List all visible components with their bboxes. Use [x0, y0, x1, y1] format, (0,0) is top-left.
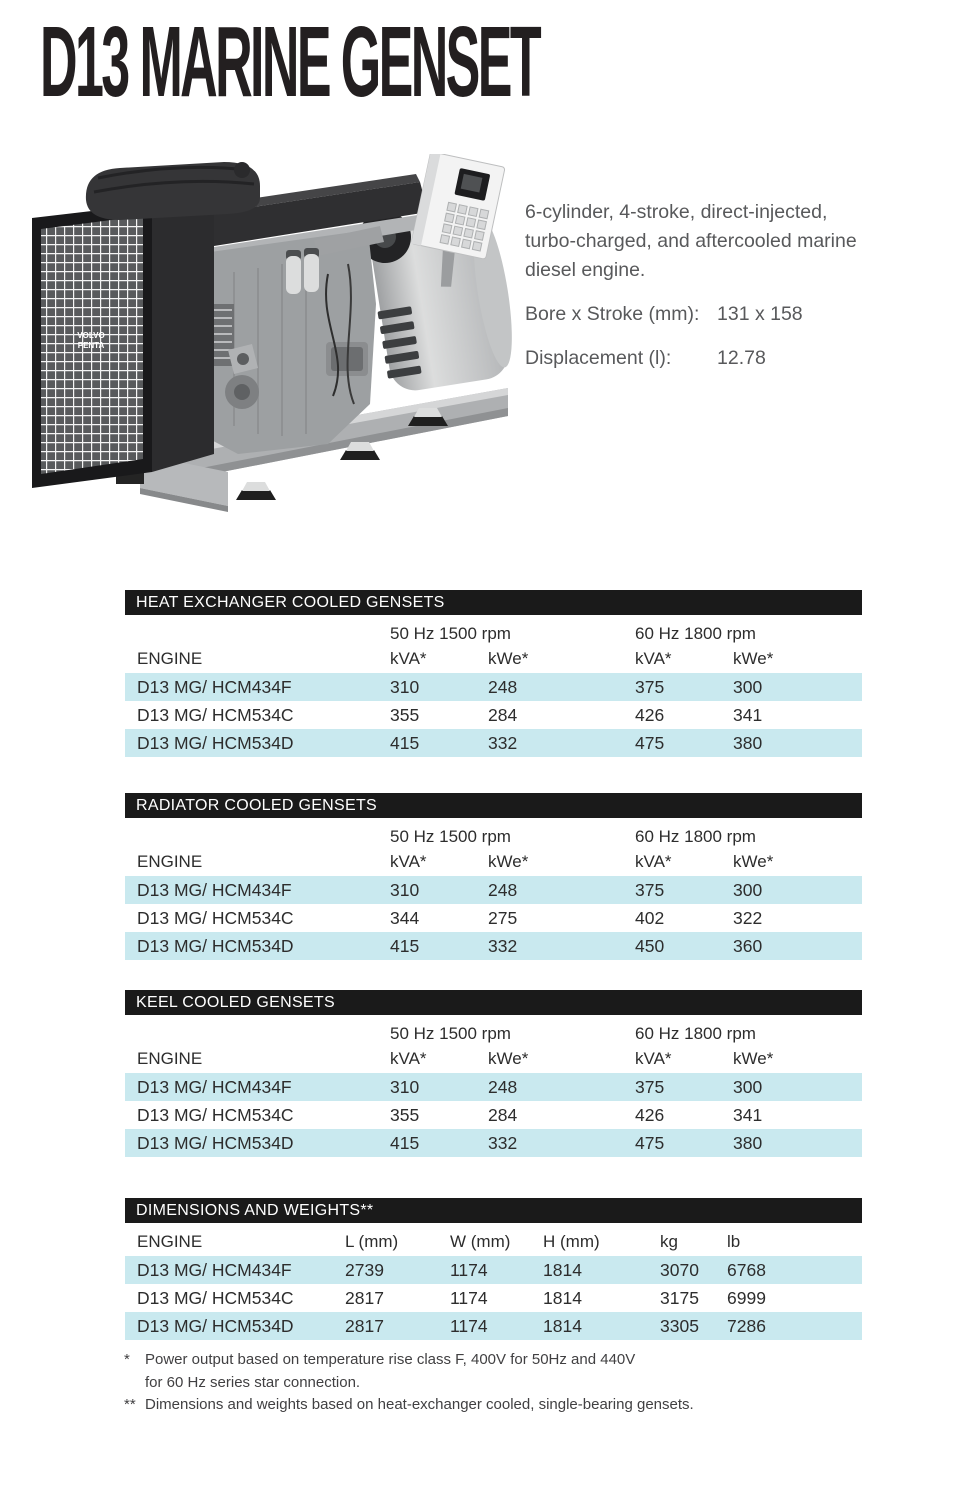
- cell-value: 248: [488, 1076, 518, 1097]
- table-column-header: [125, 1225, 862, 1256]
- cell-value: 355: [390, 704, 420, 725]
- table-row: [125, 876, 862, 904]
- cell-value: 6768: [727, 1259, 766, 1280]
- cell-value: 380: [733, 1132, 763, 1153]
- cell-value: 1814: [543, 1287, 582, 1308]
- table-row: [125, 1256, 862, 1284]
- cell-value: 344: [390, 907, 420, 928]
- col-kva-50: kVA*: [390, 649, 427, 668]
- footnotes: [124, 1349, 864, 1417]
- cell-value: 3175: [660, 1287, 699, 1308]
- cell-engine: D13 MG/ HCM434F: [137, 1259, 292, 1280]
- col-engine: ENGINE: [137, 852, 203, 871]
- table-row: [125, 1284, 862, 1312]
- table-row: [125, 904, 862, 932]
- col-kwe-50: kWe*: [488, 1049, 529, 1068]
- footnote-marker: [124, 1372, 145, 1395]
- col-kwe-60: kWe*: [733, 852, 774, 871]
- table-radiator-cooled: [125, 793, 862, 960]
- cell-value: 300: [733, 879, 763, 900]
- table-group-header: [125, 622, 862, 644]
- group-60hz: 60 Hz 1800 rpm: [635, 624, 756, 643]
- footnote-text: Dimensions and weights based on heat-exchanger cooled, single-bearing gensets.: [145, 1396, 694, 1413]
- table-body: [125, 1256, 862, 1340]
- spec-row: [525, 300, 905, 329]
- footnote-line: [124, 1349, 864, 1372]
- col-width: W (mm): [450, 1232, 511, 1251]
- group-60hz: 60 Hz 1800 rpm: [635, 827, 756, 846]
- col-kva-60: kVA*: [635, 1049, 672, 1068]
- col-kg: kg: [660, 1232, 678, 1251]
- cell-value: 1174: [450, 1259, 488, 1280]
- description-paragraph: 6-cylinder, 4-stroke, direct-injected, turbo-charged, and aftercooled marine diesel engine.: [525, 201, 857, 281]
- air-cleaner: [86, 162, 260, 220]
- group-50hz: 50 Hz 1500 rpm: [390, 1024, 511, 1043]
- cell-value: 3070: [660, 1259, 699, 1280]
- cell-value: 355: [390, 1104, 420, 1125]
- spec-value: 131 x 158: [717, 303, 803, 325]
- footnote-marker: *: [124, 1351, 130, 1368]
- col-kwe-50: kWe*: [488, 649, 529, 668]
- cell-value: 2739: [345, 1259, 384, 1280]
- table-column-header: [125, 644, 862, 673]
- cell-value: 475: [635, 732, 665, 753]
- table-row: [125, 1101, 862, 1129]
- table-body: [125, 1073, 862, 1157]
- table-title-bar: DIMENSIONS AND WEIGHTS**: [125, 1198, 862, 1223]
- col-height: H (mm): [543, 1232, 600, 1251]
- spec-list: [525, 300, 905, 373]
- cell-value: 426: [635, 1104, 665, 1125]
- col-kwe-60: kWe*: [733, 649, 774, 668]
- table-body: [125, 876, 862, 960]
- col-kwe-60: kWe*: [733, 1049, 774, 1068]
- table-keel-cooled: [125, 990, 862, 1157]
- cell-value: 426: [635, 704, 665, 725]
- cell-value: 341: [733, 704, 763, 725]
- cell-value: 248: [488, 879, 518, 900]
- cell-value: 375: [635, 676, 665, 697]
- col-engine: ENGINE: [137, 649, 203, 668]
- cell-engine: D13 MG/ HCM534D: [137, 935, 294, 956]
- footnote-text: Power output based on temperature rise class F, 400V for 50Hz and 440V: [145, 1351, 636, 1368]
- spec-label: Bore x Stroke (mm):: [525, 303, 700, 325]
- cell-engine: D13 MG/ HCM534C: [137, 1287, 294, 1308]
- footnote-line: [124, 1394, 864, 1417]
- volvo-penta-label: VOLVO: [77, 331, 105, 340]
- cell-value: 6999: [727, 1287, 766, 1308]
- cell-value: 332: [488, 732, 518, 753]
- table-column-header: [125, 847, 862, 876]
- col-engine: ENGINE: [137, 1232, 203, 1251]
- footnote-line: [124, 1372, 864, 1395]
- col-lb: lb: [727, 1232, 741, 1251]
- cell-engine: D13 MG/ HCM534D: [137, 732, 294, 753]
- cell-value: 7286: [727, 1315, 766, 1336]
- cell-engine: D13 MG/ HCM534C: [137, 704, 294, 725]
- col-engine: ENGINE: [137, 1049, 203, 1068]
- cell-value: 360: [733, 935, 763, 956]
- cell-value: 300: [733, 676, 763, 697]
- cell-value: 332: [488, 1132, 518, 1153]
- cell-value: 450: [635, 935, 665, 956]
- cell-value: 380: [733, 732, 763, 753]
- footnote-text: for 60 Hz series star connection.: [145, 1373, 361, 1391]
- cell-value: 332: [488, 935, 518, 956]
- table-row: [125, 673, 862, 701]
- col-kwe-50: kWe*: [488, 852, 529, 871]
- genset-photo: [28, 154, 513, 529]
- group-60hz: 60 Hz 1800 rpm: [635, 1024, 756, 1043]
- col-kva-50: kVA*: [390, 852, 427, 871]
- table-dimensions-weights: [125, 1198, 862, 1340]
- col-length: L (mm): [345, 1232, 399, 1251]
- cell-value: 1814: [543, 1315, 582, 1336]
- spec-label: Displacement (l):: [525, 347, 672, 369]
- cell-engine: D13 MG/ HCM534C: [137, 907, 294, 928]
- table-row: [125, 729, 862, 757]
- table-body: [125, 673, 862, 757]
- cell-value: 3305: [660, 1315, 699, 1336]
- svg-text:PENTA: PENTA: [77, 341, 105, 350]
- cell-value: 310: [390, 1076, 420, 1097]
- col-kva-60: kVA*: [635, 649, 672, 668]
- cell-value: 284: [488, 1104, 518, 1125]
- cell-value: 1174: [450, 1315, 488, 1336]
- table-row: [125, 1129, 862, 1157]
- cell-value: 341: [733, 1104, 763, 1125]
- cell-value: 2817: [345, 1287, 384, 1308]
- cell-value: 415: [390, 935, 420, 956]
- cell-value: 275: [488, 907, 518, 928]
- table-row: [125, 932, 862, 960]
- col-kva-60: kVA*: [635, 852, 672, 871]
- cell-value: 284: [488, 704, 518, 725]
- cell-value: 475: [635, 1132, 665, 1153]
- cell-value: 310: [390, 676, 420, 697]
- cell-value: 375: [635, 1076, 665, 1097]
- cell-value: 1174: [450, 1287, 488, 1308]
- table-row: [125, 1073, 862, 1101]
- cell-value: 415: [390, 1132, 420, 1153]
- table-column-header: [125, 1044, 862, 1073]
- footnote-marker: **: [124, 1396, 136, 1413]
- cell-value: 300: [733, 1076, 763, 1097]
- cell-engine: D13 MG/ HCM434F: [137, 1076, 292, 1097]
- table-heat-exchanger-cooled: [125, 590, 862, 757]
- cell-engine: D13 MG/ HCM434F: [137, 676, 292, 697]
- spec-value: 12.78: [717, 347, 766, 369]
- cell-value: 322: [733, 907, 763, 928]
- table-group-header: [125, 1022, 862, 1044]
- cell-value: 310: [390, 879, 420, 900]
- table-title-bar: RADIATOR COOLED GENSETS: [125, 793, 862, 818]
- cell-value: 2817: [345, 1315, 384, 1336]
- cell-engine: D13 MG/ HCM434F: [137, 879, 292, 900]
- cell-value: 248: [488, 676, 518, 697]
- radiator-guard: [32, 192, 214, 488]
- table-title-bar: KEEL COOLED GENSETS: [125, 990, 862, 1015]
- col-kva-50: kVA*: [390, 1049, 427, 1068]
- cell-value: 415: [390, 732, 420, 753]
- table-title-bar: HEAT EXCHANGER COOLED GENSETS: [125, 590, 862, 615]
- spec-row: [525, 344, 905, 373]
- table-group-header: [125, 825, 862, 847]
- cell-value: 1814: [543, 1259, 582, 1280]
- group-50hz: 50 Hz 1500 rpm: [390, 827, 511, 846]
- group-50hz: 50 Hz 1500 rpm: [390, 624, 511, 643]
- genset-illustration: [28, 154, 513, 524]
- table-row: [125, 701, 862, 729]
- cell-engine: D13 MG/ HCM534C: [137, 1104, 294, 1125]
- cell-engine: D13 MG/ HCM534D: [137, 1132, 294, 1153]
- page-title: D13 MARINE GENSET: [40, 6, 540, 118]
- table-row: [125, 1312, 862, 1340]
- cell-value: 375: [635, 879, 665, 900]
- cell-value: 402: [635, 907, 665, 928]
- product-description: [525, 198, 905, 373]
- cell-engine: D13 MG/ HCM534D: [137, 1315, 294, 1336]
